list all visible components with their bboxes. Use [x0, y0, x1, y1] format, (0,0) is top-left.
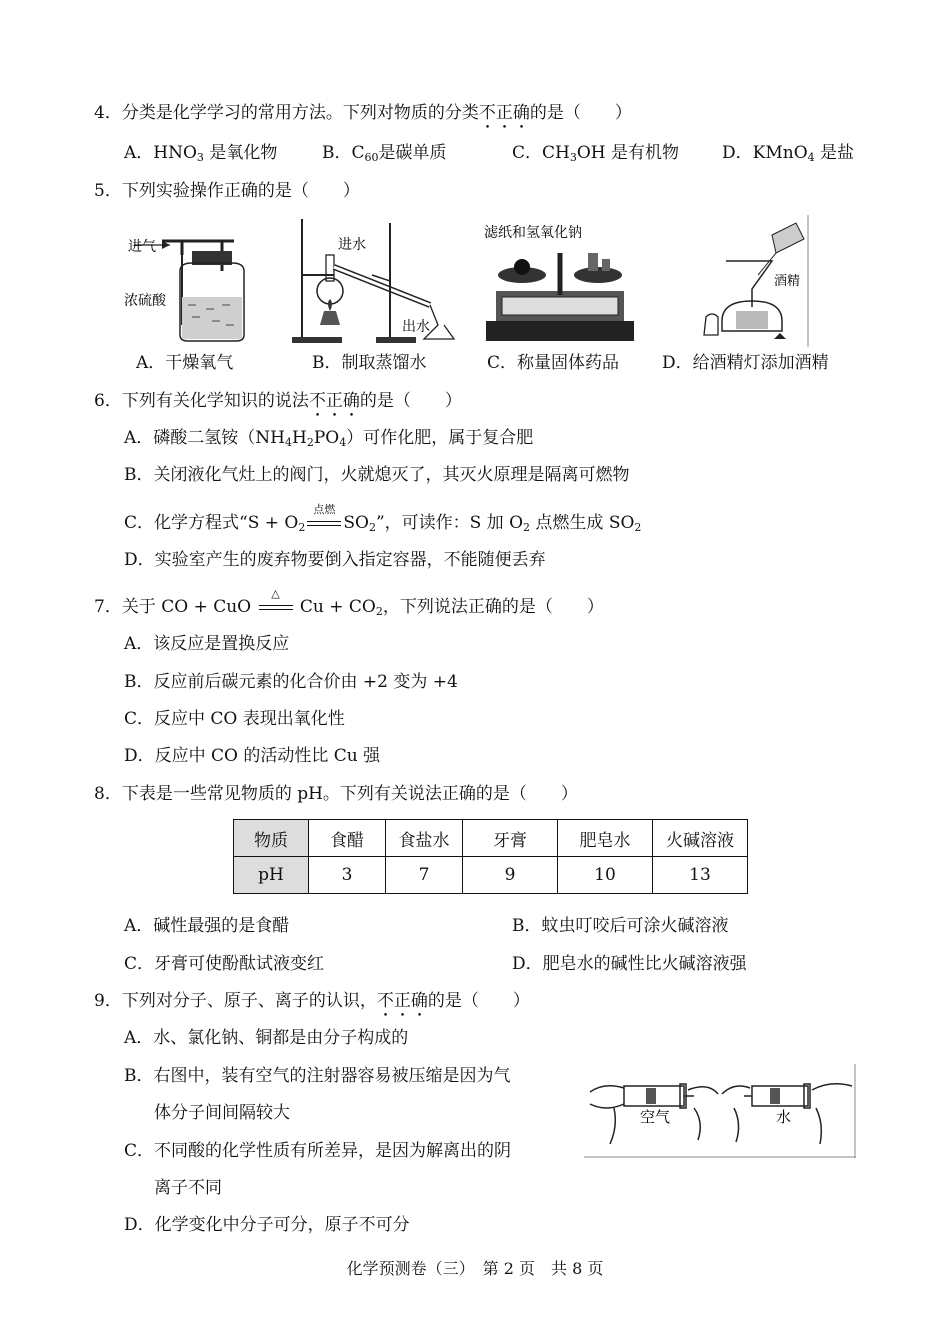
q9-option-d: D．化学变化中分子可分，原子不可分: [124, 1215, 410, 1235]
q9-option-a: A．水、氯化钠、铜都是由分子构成的: [124, 1028, 409, 1048]
table-row: [234, 820, 748, 857]
ph-table: [233, 819, 748, 894]
table-header-cell: 火碱溶液: [653, 820, 748, 857]
q8-stem: 8．下表是一些常见物质的 pH。下列有关说法正确的是（ ）: [94, 784, 578, 804]
table-cell: 3: [309, 857, 386, 894]
q7-stem: 7．关于 CO + CuO △ $Cu + CO_2$，下列说法正确的是（ ）: [94, 586, 604, 618]
q4-option-d: D．KMnO$_4$ 是盐: [722, 143, 855, 164]
table-cell: 7: [386, 857, 463, 894]
q5-caption-b: B．制取蒸馏水: [312, 353, 427, 373]
q4-option-c: C．$CH_3OH$ 是有机物: [512, 143, 680, 164]
label-air: 空气: [640, 1108, 671, 1126]
table-cell: 13: [653, 857, 748, 894]
q6-option-b: B．关闭液化气灶上的阀门，火就熄灭了，其灭火原理是隔离可燃物: [124, 465, 630, 485]
table-header-cell: 食盐水: [386, 820, 463, 857]
q5-caption-d: D．给酒精灯添加酒精: [662, 353, 829, 373]
q9-figure-syringes: [584, 1064, 856, 1158]
table-header-cell: 肥皂水: [558, 820, 653, 857]
q5-figure-balance: [480, 215, 640, 347]
label-water-in: 进水: [338, 237, 366, 253]
q5-caption-c: C．称量固体药品: [487, 353, 620, 373]
q8-option-d: D．肥皂水的碱性比火碱溶液强: [512, 954, 747, 974]
table-row: [234, 857, 748, 894]
q9-option-c-line1: C．不同酸的化学性质有所差异，是因为解离出的阴: [124, 1141, 512, 1161]
q5-figure-alcohol-lamp: [696, 215, 812, 347]
table-header-cell: 物质: [234, 820, 309, 857]
q8-option-a: A．碱性最强的是食醋: [124, 916, 290, 936]
q5-figure-drying-bottle: [122, 215, 252, 347]
q9-option-c-line2: 离子不同: [154, 1178, 222, 1198]
label-alcohol: 酒精: [774, 274, 801, 289]
q6-stem: 6．下列有关化学知识的说法不正确的是（ ）: [94, 391, 462, 411]
q9-stem: 9．下列对分子、原子、离子的认识，不正确的是（ ）: [94, 991, 530, 1011]
q7-option-b: B．反应前后碳元素的化合价由 +2 变为 +4: [124, 672, 458, 692]
q9-option-b-line2: 体分子间间隔较大: [154, 1103, 290, 1123]
table-header-cell: 食醋: [309, 820, 386, 857]
q4-option-a: A．$HNO_3$ 是氧化物: [124, 143, 278, 164]
table-cell: pH: [234, 857, 309, 894]
equation-arrow: 点燃: [305, 517, 343, 531]
label-water-out: 出水: [402, 319, 430, 335]
q5-stem: 5．下列实验操作正确的是（ ）: [94, 181, 360, 201]
q5-figure-distillation: [290, 215, 460, 347]
table-cell: 10: [558, 857, 653, 894]
q5-caption-a: A．干燥氧气: [136, 353, 234, 373]
q7-option-d: D．反应中 CO 的活动性比 Cu 强: [124, 746, 381, 766]
table-cell: 9: [463, 857, 558, 894]
label-conc-sulfuric: 浓硫酸: [124, 293, 166, 309]
table-header-cell: 牙膏: [463, 820, 558, 857]
label-filter-paper: 滤纸和氢氧化钠: [484, 225, 582, 241]
q4-option-b: B．$C_{60}$是碳单质: [322, 143, 447, 164]
page-footer: 化学预测卷（三） 第 2 页 共 8 页: [346, 1259, 604, 1278]
label-water: 水: [776, 1108, 792, 1126]
q7-option-c: C．反应中 CO 表现出氧化性: [124, 709, 345, 729]
equation-arrow: △: [257, 601, 295, 615]
q6-option-c: C．化学方程式“$S + O_2$ 点燃 $SO_2$”，可读作：S 加 $O_2$ 点燃生成 $SO_2$: [124, 502, 642, 534]
q8-option-c: C．牙膏可使酚酞试液变红: [124, 954, 325, 974]
q8-option-b: B．蚊虫叮咬后可涂火碱溶液: [512, 916, 729, 936]
q6-option-a: A．磷酸二氢铵$(NH_4H_2PO_4)$可作化肥，属于复合肥: [124, 428, 534, 449]
q7-option-a: A．该反应是置换反应: [124, 634, 290, 654]
label-gas-in: 进气: [128, 239, 156, 255]
q4-stem: 4．分类是化学学习的常用方法。下列对物质的分类不正确的是（ ）: [94, 103, 632, 123]
q6-option-d: D．实验室产生的废弃物要倒入指定容器，不能随便丢弃: [124, 550, 546, 570]
q9-option-b-line1: B．右图中，装有空气的注射器容易被压缩是因为气: [124, 1066, 511, 1086]
